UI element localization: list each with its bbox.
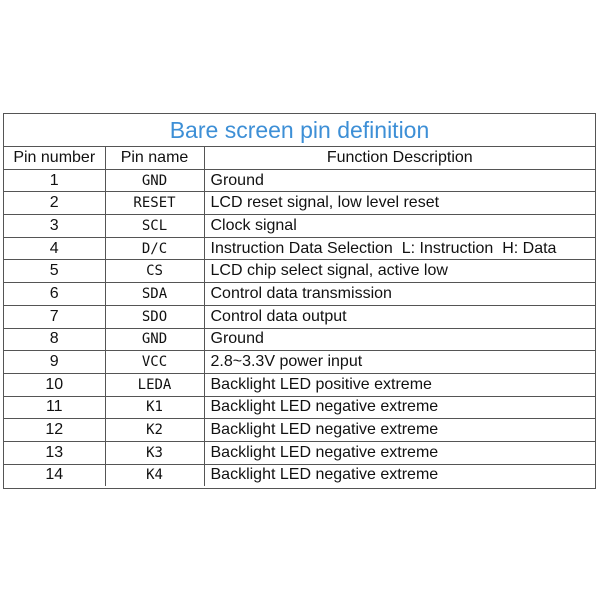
pin-number-cell: 14 [4, 464, 105, 486]
function-description-cell: Control data transmission [204, 283, 595, 306]
pin-name-cell: LEDA [105, 373, 204, 396]
header-row [4, 147, 595, 169]
function-description-cell: Ground [204, 169, 595, 192]
pin-number-cell: 12 [4, 419, 105, 442]
pin-number-cell: 8 [4, 328, 105, 351]
pin-name-cell: SCL [105, 215, 204, 238]
table-row [4, 260, 595, 283]
function-description-cell: Backlight LED negative extreme [204, 441, 595, 464]
table-row [4, 169, 595, 192]
pin-number-cell: 10 [4, 373, 105, 396]
pin-definition-table-container [3, 113, 596, 489]
table-row [4, 351, 595, 374]
function-description-cell: Clock signal [204, 215, 595, 238]
pin-number-cell: 5 [4, 260, 105, 283]
table-row [4, 283, 595, 306]
pin-name-cell: K4 [105, 464, 204, 486]
pin-name-cell: SDA [105, 283, 204, 306]
pin-name-cell: GND [105, 169, 204, 192]
pin-number-cell: 2 [4, 192, 105, 215]
table-row [4, 192, 595, 215]
function-description-cell: LCD reset signal, low level reset [204, 192, 595, 215]
header-pin-number: Pin number [4, 147, 105, 169]
table-row [4, 328, 595, 351]
table-row [4, 396, 595, 419]
function-description-cell: Backlight LED negative extreme [204, 419, 595, 442]
pin-name-cell: D/C [105, 237, 204, 260]
pin-definition-table [4, 147, 595, 486]
function-description-cell: 2.8~3.3V power input [204, 351, 595, 374]
pin-number-cell: 6 [4, 283, 105, 306]
table-row [4, 237, 595, 260]
function-description-cell: Backlight LED negative extreme [204, 396, 595, 419]
function-description-cell: Control data output [204, 305, 595, 328]
pin-name-cell: RESET [105, 192, 204, 215]
function-description-cell: Backlight LED positive extreme [204, 373, 595, 396]
pin-name-cell: VCC [105, 351, 204, 374]
pin-name-cell: SDO [105, 305, 204, 328]
pin-number-cell: 3 [4, 215, 105, 238]
pin-number-cell: 7 [4, 305, 105, 328]
function-description-cell: LCD chip select signal, active low [204, 260, 595, 283]
table-row [4, 215, 595, 238]
pin-name-cell: CS [105, 260, 204, 283]
table-title: Bare screen pin definition [4, 114, 595, 147]
pin-number-cell: 9 [4, 351, 105, 374]
pin-name-cell: K2 [105, 419, 204, 442]
function-description-cell: Ground [204, 328, 595, 351]
pin-name-cell: GND [105, 328, 204, 351]
table-row [4, 373, 595, 396]
function-description-cell: Instruction Data Selection L: Instruction H: Data [204, 237, 595, 260]
pin-number-cell: 11 [4, 396, 105, 419]
pin-name-cell: K3 [105, 441, 204, 464]
header-pin-name: Pin name [105, 147, 204, 169]
header-function-description: Function Description [204, 147, 595, 169]
pin-number-cell: 1 [4, 169, 105, 192]
function-description-cell: Backlight LED negative extreme [204, 464, 595, 486]
table-row [4, 441, 595, 464]
pin-number-cell: 13 [4, 441, 105, 464]
table-row [4, 464, 595, 486]
table-row [4, 419, 595, 442]
pin-number-cell: 4 [4, 237, 105, 260]
table-row [4, 305, 595, 328]
pin-name-cell: K1 [105, 396, 204, 419]
